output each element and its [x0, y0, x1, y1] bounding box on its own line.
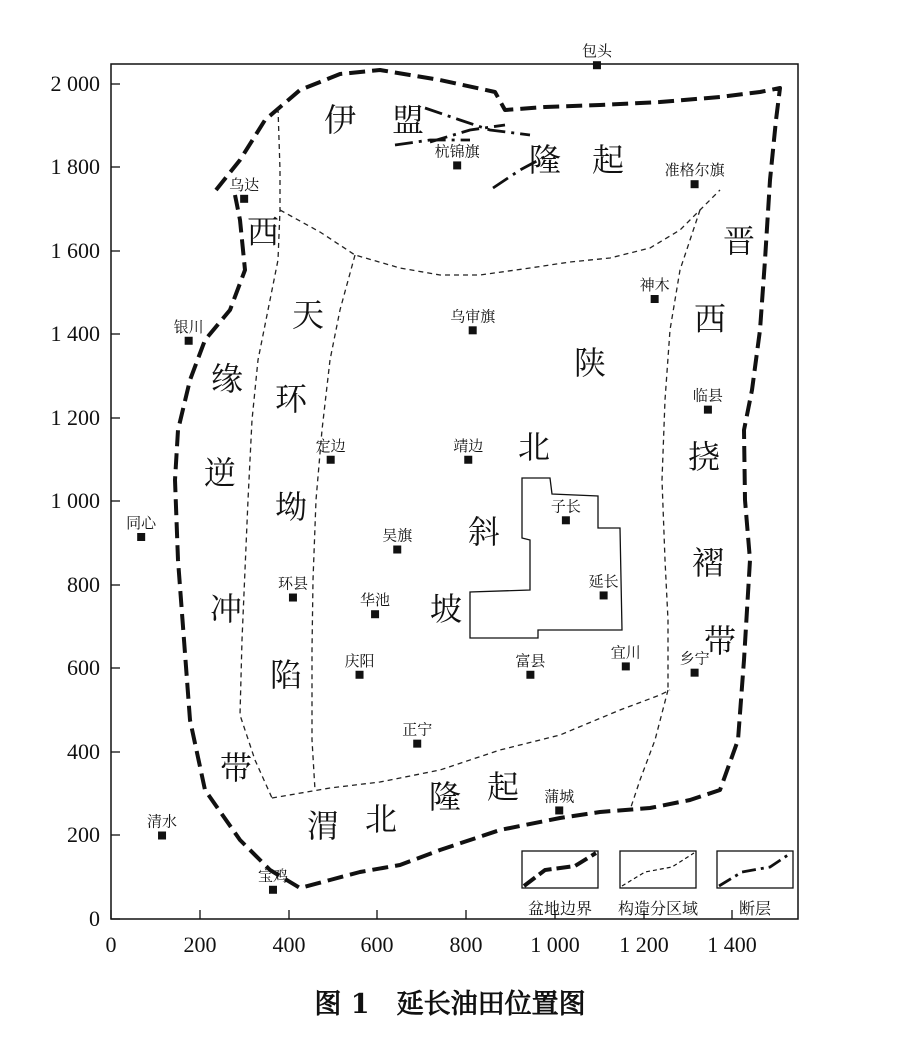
region-label: 冲	[209, 590, 243, 628]
town-marker	[327, 456, 335, 464]
town-marker	[562, 516, 570, 524]
region-label: 北	[517, 428, 551, 466]
town-marker	[269, 886, 277, 894]
town-marker	[393, 546, 401, 554]
town-marker	[356, 671, 364, 679]
x-tick-label: 1 400	[707, 932, 757, 957]
town-marker	[651, 295, 659, 303]
region-label: 褶	[691, 544, 725, 582]
region-label: 带	[219, 749, 253, 787]
region-label: 陕	[573, 344, 607, 382]
legend	[522, 851, 793, 918]
y-tick-label: 1 000	[50, 488, 100, 513]
y-tick-label: 1 800	[50, 154, 100, 179]
yanchang-oilfield-outline	[467, 478, 622, 638]
town-marker	[464, 456, 472, 464]
town-marker	[691, 180, 699, 188]
town-label: 同心	[126, 513, 157, 532]
region-label: 逆	[203, 454, 237, 492]
region-label: 斜	[467, 513, 501, 551]
legend-label-tectonic-division: 构造分区域	[617, 899, 699, 918]
town-label: 子长	[550, 497, 581, 516]
town-marker	[158, 832, 166, 840]
region-label: 缘	[210, 360, 244, 398]
town-marker	[185, 337, 193, 345]
region-label: 挠	[687, 438, 721, 476]
town-marker	[240, 195, 248, 203]
region-label: 坡	[429, 590, 463, 628]
region-label: 北	[364, 800, 398, 838]
tectonic-division-lines	[240, 108, 720, 810]
region-label: 天	[291, 296, 325, 334]
town-label: 华池	[360, 591, 391, 610]
town-marker	[593, 61, 601, 69]
town-label: 包头	[581, 42, 612, 61]
x-tick-labels	[106, 932, 757, 957]
town-marker	[622, 662, 630, 670]
town-label: 乡宁	[679, 649, 710, 668]
y-tick-label: 1 200	[50, 405, 100, 430]
figure-caption: 图 1 延长油田位置图	[314, 989, 586, 1020]
town-label: 乌审旗	[450, 307, 496, 326]
y-tick-label: 2 000	[50, 71, 100, 96]
town-label: 富县	[515, 651, 546, 670]
legend-box-tectonic-division	[620, 851, 696, 888]
y-tick-label: 0	[89, 906, 100, 931]
town-label: 蒲城	[544, 787, 575, 806]
town-marker	[413, 740, 421, 748]
y-tick-label: 800	[67, 572, 100, 597]
town-label: 庆阳	[344, 651, 375, 670]
legend-label-basin-boundary: 盆地边界	[527, 899, 593, 918]
region-label: 伊	[323, 101, 357, 139]
y-tick-label: 200	[67, 822, 100, 847]
region-labels	[204, 101, 755, 845]
town-label: 靖边	[453, 436, 484, 455]
y-tick-label: 400	[67, 739, 100, 764]
y-tick-label: 1 600	[50, 238, 100, 263]
region-label: 起	[591, 141, 625, 179]
region-label: 带	[703, 622, 737, 660]
region-label: 隆	[528, 141, 562, 179]
town-marker	[555, 806, 563, 814]
region-label: 西	[693, 300, 727, 338]
x-tick-label: 1 200	[619, 932, 669, 957]
town-marker	[453, 161, 461, 169]
town-label: 神木	[639, 276, 670, 295]
x-tick-label: 200	[183, 932, 217, 957]
region-label: 陷	[269, 656, 303, 694]
region-label: 盟	[391, 101, 425, 139]
basin-boundary	[175, 70, 780, 888]
town-label: 清水	[147, 812, 178, 831]
town-label: 宜川	[610, 643, 641, 662]
region-label: 起	[486, 768, 520, 806]
y-tick-label: 1 400	[50, 321, 100, 346]
town-label: 杭锦旗	[434, 142, 480, 161]
region-label: 环	[274, 380, 308, 418]
town-marker	[371, 610, 379, 618]
y-axis	[111, 84, 120, 919]
town-label: 延长	[588, 572, 619, 591]
town-marker	[469, 326, 477, 334]
town-label: 银川	[173, 317, 204, 336]
region-label: 坳	[274, 488, 308, 526]
region-label: 西	[246, 213, 280, 251]
x-tick-label: 600	[360, 932, 394, 957]
town-label: 环县	[277, 574, 308, 593]
legend-label-fault: 断层	[738, 899, 772, 918]
y-tick-label: 600	[67, 655, 100, 680]
town-label: 正宁	[402, 720, 433, 739]
town-label: 宝鸡	[257, 866, 288, 885]
town-marker	[691, 669, 699, 677]
town-label: 临县	[692, 386, 723, 405]
region-label: 渭	[306, 807, 340, 845]
town-marker	[704, 406, 712, 414]
region-label: 晋	[722, 222, 756, 260]
town-label: 准格尔旗	[664, 161, 725, 180]
town-label: 乌达	[229, 175, 260, 194]
region-label: 隆	[428, 778, 462, 816]
town-label: 吴旗	[382, 526, 413, 545]
town-marker	[526, 671, 534, 679]
x-tick-label: 800	[449, 932, 483, 957]
x-tick-label: 0	[105, 932, 117, 957]
x-tick-label: 1 000	[530, 932, 580, 957]
town-marker	[600, 591, 608, 599]
y-tick-labels	[51, 71, 101, 931]
town-marker	[289, 594, 297, 602]
town-marker	[137, 533, 145, 541]
town-label: 定边	[315, 436, 346, 455]
x-tick-label: 400	[272, 932, 306, 957]
